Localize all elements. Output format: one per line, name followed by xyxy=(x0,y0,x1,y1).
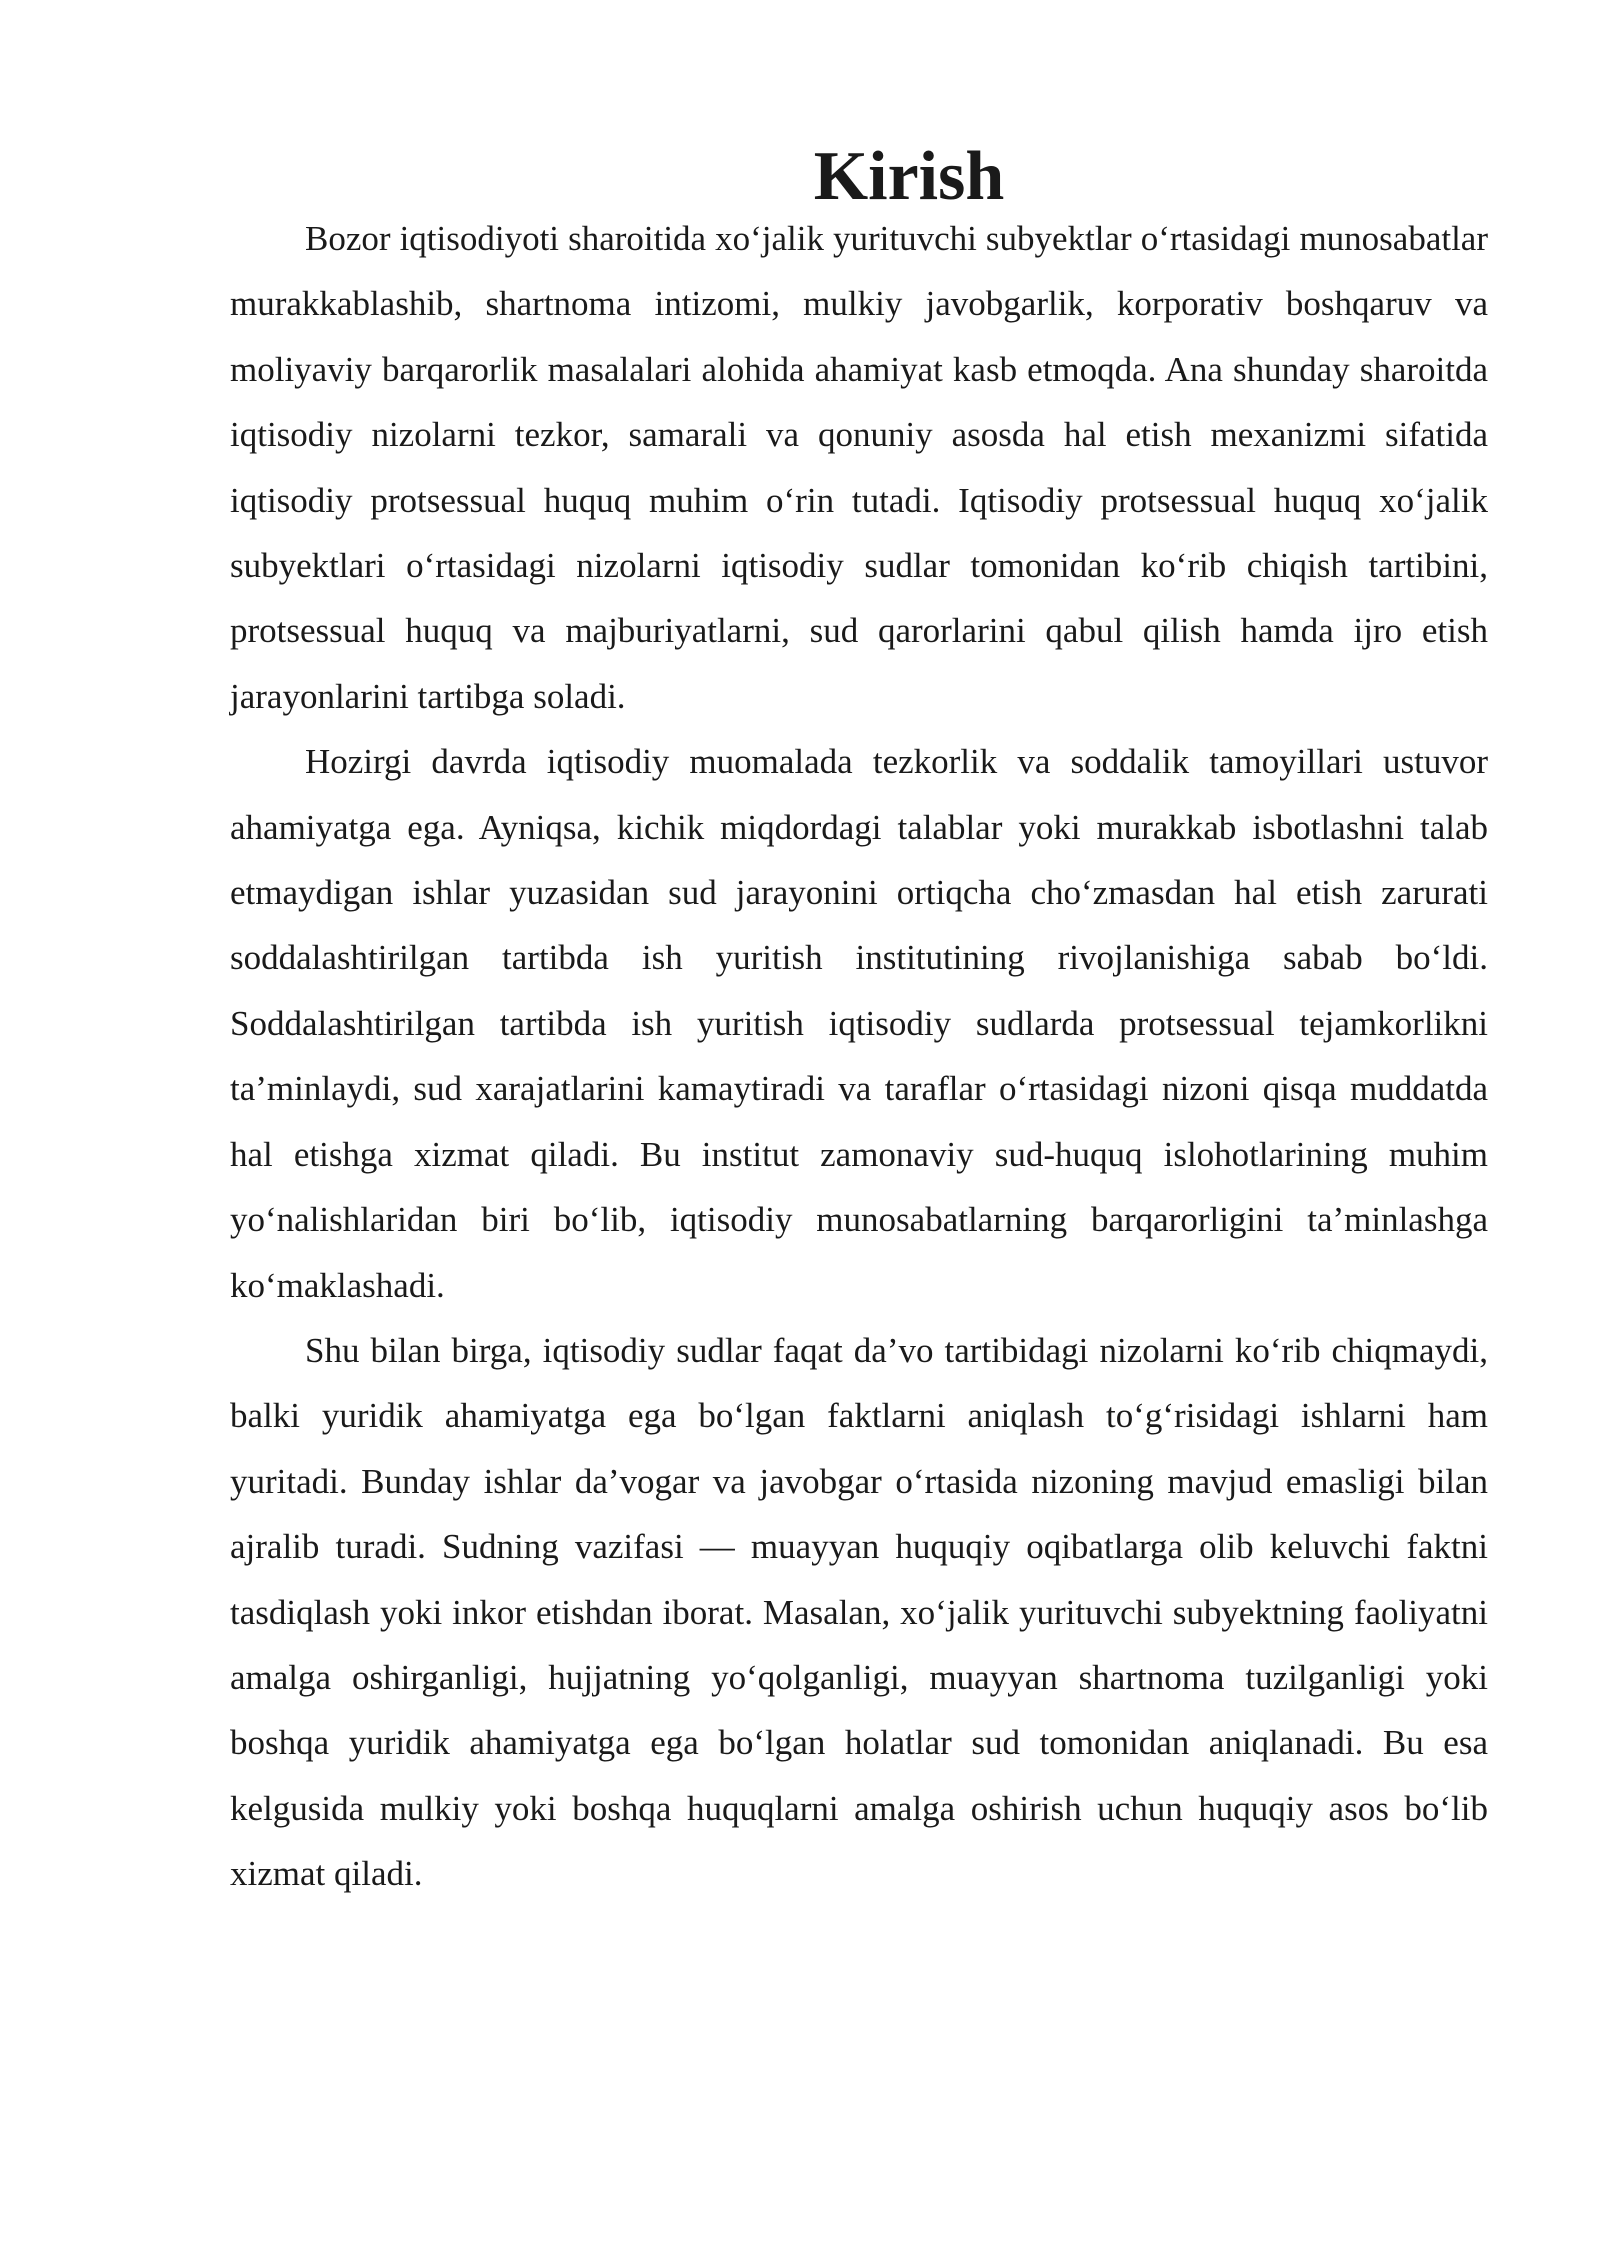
document-body xyxy=(230,138,1488,1907)
paragraph-2: Hozirgi davrda iqtisodiy muomalada tezkorlik va soddalik tamoyillari ustuvor ahamiyatga ega. Ayniqsa, kichik miqdordagi talablar yoki murakkab isbotlashni talab etmaydigan ishlar yuzasidan sud jarayonini ortiqcha cho‘zmasdan hal etish zarurati soddalashtirilgan tartibda ish yuritish institutining rivojlanishiga sabab bo‘ldi. Soddalashtirilgan tartibda ish yuritish iqtisodiy sudlarda protsessual tejamkorlikni ta’minlaydi, sud xarajatlarini kamaytiradi va taraflar o‘rtasidagi nizoni qisqa muddatda hal etishga xizmat qiladi. Bu institut zamonaviy sud-huquq islohotlarining muhim yo‘nalishlaridan biri bo‘lib, iqtisodiy munosabatlarning barqarorligini ta’minlashga ko‘maklashadi. xyxy=(230,742,1488,1305)
paragraph-1: Bozor iqtisodiyoti sharoitida xo‘jalik yurituvchi subyektlar o‘rtasidagi munosabatlar murakkablashib, shartnoma intizomi, mulkiy javobgarlik, korporativ boshqaruv va moliyaviy barqarorlik masalalari alohida ahamiyat kasb etmoqda. Ana shunday sharoitda iqtisodiy nizolarni tezkor, samarali va qonuniy asosda hal etish mexanizmi sifatida iqtisodiy protsessual huquq muhim o‘rin tutadi. Iqtisodiy protsessual huquq xo‘jalik subyektlari o‘rtasidagi nizolarni iqtisodiy sudlar tomonidan ko‘rib chiqish tartibini, protsessual huquq va majburiyatlarni, sud qarorlarini qabul qilish hamda ijro etish jarayonlarini tartibga soladi. xyxy=(230,219,1488,716)
section-title: Kirish xyxy=(813,138,1005,215)
paragraph-3: Shu bilan birga, iqtisodiy sudlar faqat da’vo tartibidagi nizolarni ko‘rib chiqmaydi, balki yuridik ahamiyatga ega bo‘lgan faktlarni aniqlash to‘g‘risidagi ishlarni ham yuritadi. Bunday ishlar da’vogar va javobgar o‘rtasida nizoning mavjud emasligi bilan ajralib turadi. Sudning vazifasi — muayyan huquqiy oqibatlarga olib keluvchi faktni tasdiqlash yoki inkor etishdan iborat. Masalan, xo‘jalik yurituvchi subyektning faoliyatni amalga oshirganligi, hujjatning yo‘qolganligi, muayyan shartnoma tuzilganligi yoki boshqa yuridik ahamiyatga ega bo‘lgan holatlar sud tomonidan aniqlanadi. Bu esa kelgusida mulkiy yoki boshqa huquqlarni amalga oshirish uchun huquqiy asos bo‘lib xizmat qiladi. xyxy=(230,1330,1488,1894)
